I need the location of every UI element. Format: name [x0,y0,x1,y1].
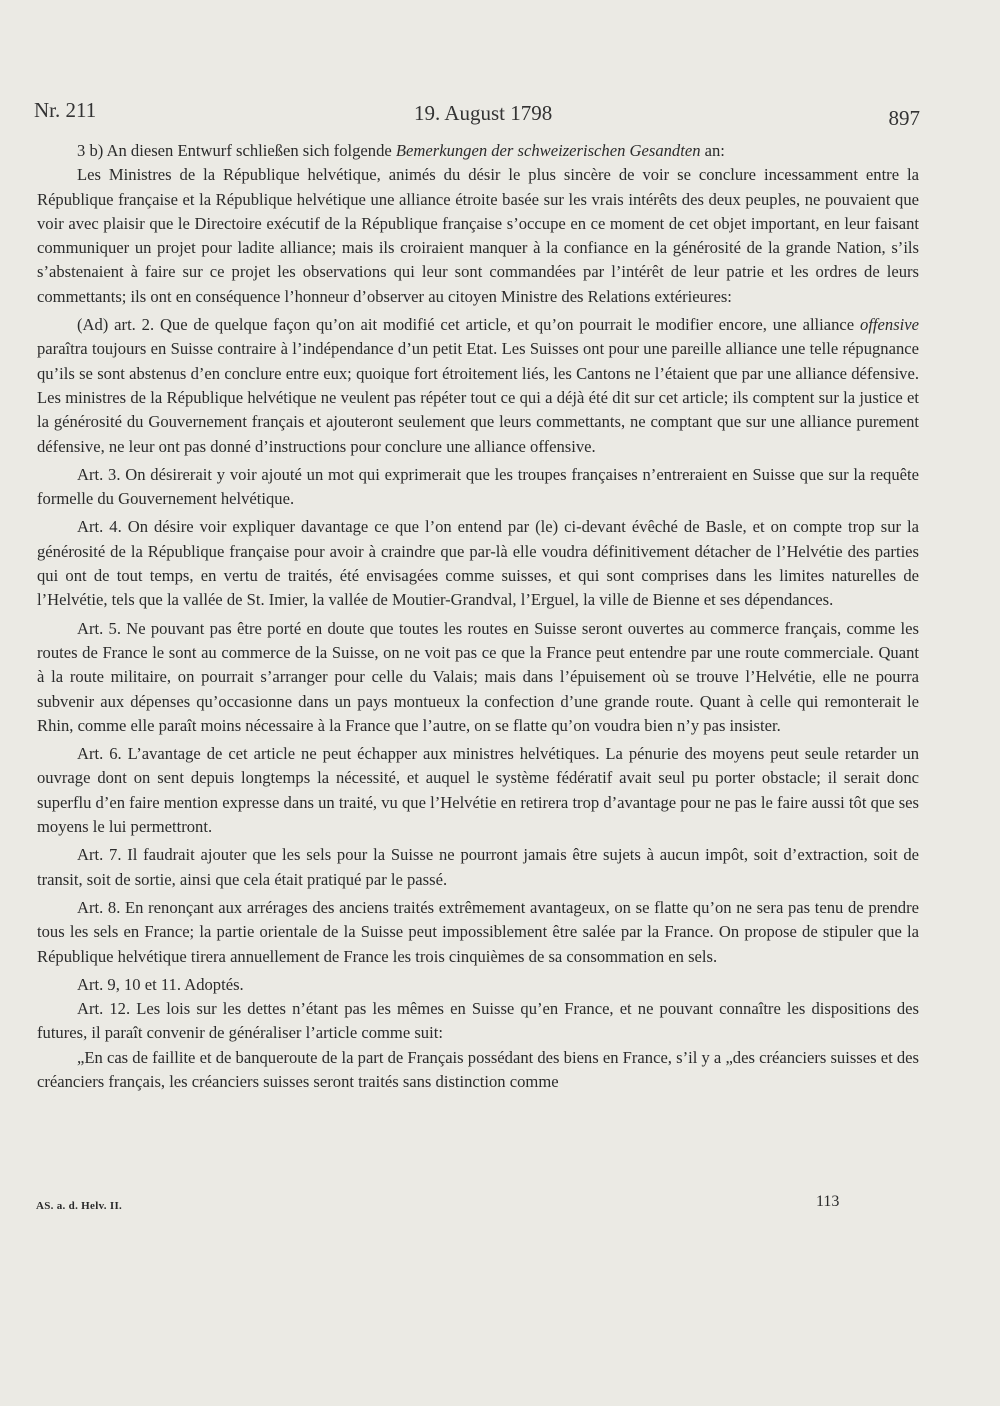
paragraph-art-9-11: Art. 9, 10 et 11. Adoptés. [77,974,244,994]
art2-italic: offensive [860,315,919,335]
paragraph-art-3: Art. 3. On désirerait y voir ajouté un mot qui exprimerait que les troupes françaises n’entreraient en Suisse que sur la requête formelle du Gouvernement helvétique. [37,464,919,509]
header-date: 19. August 1798 [414,101,553,125]
art2-tail: paraîtra toujours en Suisse contraire à l’indépendance d’un petit Etat. Les Suisses ont pour une pareille alliance une telle répugnance qu’ils se sont abstenus d’en conclure entre eux; quoique fort étroitement liés, les Cantons ne l’étaient que par une alliance défensive. Les ministres de la République helvétique ne veulent pas répéter tout ce qui a déjà été dit sur cet article; ils comptent sur la justice et la générosité du Gouvernement français et ajouteront seulement que leurs commettants, ne comptant que sur une alliance purement défensive, ne leur ont pas donné d’instructions pour conclure une alliance offensive. [37,339,919,456]
paragraph-quote: „En cas de faillite et de banqueroute de la part de Français possédant des biens en France, s’il y a „des créanciers suisses et des créanciers français, les créanciers suisses seront traités sans distinction comme [37,1047,919,1091]
intro-italic: Bemerkungen der schweizerischen Gesandten [395,141,701,160]
page-footer [34,1193,1000,1217]
paragraph-art-6: Art. 6. L’avantage de cet article ne peut échapper aux ministres helvétiques. La pénurie des moyens peut seule retarder un ouvrage dont on sent depuis longtemps la nécessité, et auquel le système fédératif avait seul pu porter obstacle; il serait donc superflu d’en faire mention expresse dans un traité, vu que l’Helvétie en retirera trop d’avantage pour ne pas le faire aussi tôt que ses moyens le lui permettront. [37,744,919,837]
page-header [34,98,920,128]
intro-tail: an: [700,141,725,160]
art2-lead: (Ad) art. 2. Que de quelque façon qu’on ait modifié cet article, et qu’on pourrait le modifier encore, une alliance [77,315,861,335]
source-reference: AS. a. d. Helv. II. [36,1200,123,1212]
document-number: Nr. 211 [34,98,97,122]
page-number: 897 [888,106,920,130]
document-body [37,139,919,1094]
paragraph-art-8: Art. 8. En renonçant aux arrérages des anciens traités extrêmement avantageux, on se flatte qu’on ne sera pas tenu de prendre tous les sels en France; la partie orientale de la Suisse peut impossiblement être salée par la France. On propose de stipuler que la République helvétique tirera annuellement de France les trois cinquièmes de sa consommation en sels. [37,897,919,966]
paragraph-art-4: Art. 4. On désire voir expliquer davantage ce que l’on entend par (le) ci-devant évêché de Basle, et on compte trop sur la générosité de la République française pour avoir à craindre que par-là elle voudra définitivement détacher de l’Helvétie des parties qui ont de tout temps, en vertu de traités, été envisagées comme suisses, et qui sont comprises dans les limites naturelles de l’Helvétie, tels que la vallée de St. Imier, la vallée de Moutier-Grandval, l’Erguel, la ville de Bienne et ses dépendances. [37,517,919,610]
signature-mark: 113 [816,1193,840,1210]
paragraph-art-5: Art. 5. Ne pouvant pas être porté en doute que toutes les routes en Suisse seront ouvertes au commerce français, comme les routes de France le sont au commerce de la Suisse, on ne voit pas ce que la France peut entendre par une route commerciale. Quant à la route militaire, on pourrait s’arranger pour celle du Valais; mais dans l’épuisement où se trouve l’Helvétie, elle ne pourra subvenir aux dépenses qu’occasionne dans un pays montueux la confection d’une grande route. Quant à celle qui remonterait le Rhin, comme elle paraît moins nécessaire à la France que l’autre, on se flatte qu’on voudra bien n’y pas insister. [37,618,919,735]
paragraph-art-7: Art. 7. Il faudrait ajouter que les sels pour la Suisse ne pourront jamais être sujets à aucun impôt, soit d’extraction, soit de transit, soit de sortie, ainsi que cela était pratiqué par le passé. [37,845,919,889]
paragraph-art-2 [37,313,919,459]
paragraph-ministres: Les Ministres de la République helvétique, animés du désir le plus sincère de voir se conclure incessamment entre la République française et la République helvétique une alliance étroite basée sur les vrais intérêts des deux peuples, ne pouvaient que voir avec plaisir que le Directoire exécutif de la République française s’occupe en ce moment de cet objet important, en leur faisant communiquer un projet pour ladite alliance; mais ils croiraient manquer à la confiance en la générosité de la grande Nation, s’ils s’abstenaient à faire sur ce projet les observations qui leur sont commandées par l’intérêt de leur patrie et les ordres de leurs commettants; ils ont en conséquence l’honneur d’observer au citoyen Ministre des Relations extérieures: [37,165,919,306]
intro-paragraph [37,139,919,163]
intro-lead: 3 b) An diesen Entwurf schließen sich folgende [77,141,396,160]
paragraph-art-12: Art. 12. Les lois sur les dettes n’étant pas les mêmes en Suisse qu’en France, et ne pouvant connaître les dispositions des futures, il paraît convenir de généraliser l’article comme suit: [37,999,919,1043]
